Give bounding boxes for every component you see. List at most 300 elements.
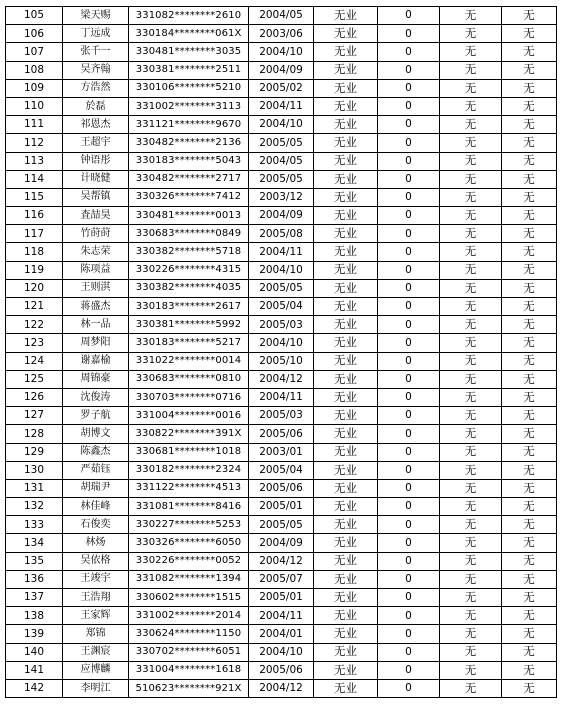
count-value-cell: 0 (378, 661, 440, 679)
table-row (6, 461, 557, 479)
count-value-cell: 0 (378, 552, 440, 570)
student-name-cell: 周锦豪 (63, 370, 129, 388)
table-body (6, 7, 557, 698)
flag-a-cell: 无 (440, 607, 502, 625)
table-row (6, 207, 557, 225)
flag-a-cell: 无 (440, 134, 502, 152)
count-value-cell: 0 (378, 570, 440, 588)
row-number-cell: 129 (6, 443, 63, 461)
table-row (6, 425, 557, 443)
employment-status-cell: 无业 (314, 334, 378, 352)
count-value-cell: 0 (378, 589, 440, 607)
employment-status-cell: 无业 (314, 516, 378, 534)
row-number-cell: 134 (6, 534, 63, 552)
flag-b-cell: 无 (502, 516, 557, 534)
flag-a-cell: 无 (440, 625, 502, 643)
student-name-cell: 计晓健 (63, 170, 129, 188)
graduation-date-cell: 2005/07 (249, 570, 314, 588)
flag-a-cell: 无 (440, 370, 502, 388)
employment-status-cell: 无业 (314, 352, 378, 370)
id-number-cell: 331122********4513 (129, 479, 249, 497)
count-value-cell: 0 (378, 97, 440, 115)
graduation-date-cell: 2005/03 (249, 316, 314, 334)
flag-b-cell: 无 (502, 298, 557, 316)
graduation-date-cell: 2005/01 (249, 589, 314, 607)
row-number-cell: 139 (6, 625, 63, 643)
id-number-cell: 330182********2324 (129, 461, 249, 479)
flag-b-cell: 无 (502, 498, 557, 516)
graduation-date-cell: 2004/09 (249, 61, 314, 79)
student-name-cell: 应博麟 (63, 661, 129, 679)
student-name-cell: 王渊宸 (63, 643, 129, 661)
flag-b-cell: 无 (502, 79, 557, 97)
flag-b-cell: 无 (502, 316, 557, 334)
row-number-cell: 130 (6, 461, 63, 479)
student-name-cell: 吴依格 (63, 552, 129, 570)
flag-a-cell: 无 (440, 152, 502, 170)
employment-status-cell: 无业 (314, 461, 378, 479)
id-number-cell: 330683********0810 (129, 370, 249, 388)
row-number-cell: 123 (6, 334, 63, 352)
student-name-cell: 王浩翔 (63, 589, 129, 607)
flag-a-cell: 无 (440, 298, 502, 316)
student-name-cell: 钟语彤 (63, 152, 129, 170)
employment-status-cell: 无业 (314, 607, 378, 625)
flag-b-cell: 无 (502, 461, 557, 479)
flag-b-cell: 无 (502, 534, 557, 552)
graduation-date-cell: 2004/05 (249, 152, 314, 170)
table-row (6, 97, 557, 115)
flag-a-cell: 无 (440, 116, 502, 134)
table-row (6, 643, 557, 661)
id-number-cell: 331121********9670 (129, 116, 249, 134)
flag-a-cell: 无 (440, 388, 502, 406)
table-row (6, 188, 557, 206)
flag-a-cell: 无 (440, 425, 502, 443)
student-name-cell: 吴齐翰 (63, 61, 129, 79)
employment-status-cell: 无业 (314, 443, 378, 461)
count-value-cell: 0 (378, 298, 440, 316)
flag-b-cell: 无 (502, 643, 557, 661)
employment-status-cell: 无业 (314, 407, 378, 425)
count-value-cell: 0 (378, 279, 440, 297)
id-number-cell: 330683********0849 (129, 225, 249, 243)
flag-a-cell: 无 (440, 7, 502, 25)
row-number-cell: 142 (6, 679, 63, 697)
flag-a-cell: 无 (440, 261, 502, 279)
table-row (6, 589, 557, 607)
employment-status-cell: 无业 (314, 279, 378, 297)
row-number-cell: 140 (6, 643, 63, 661)
flag-a-cell: 无 (440, 589, 502, 607)
employment-status-cell: 无业 (314, 298, 378, 316)
graduation-date-cell: 2005/10 (249, 352, 314, 370)
id-number-cell: 330226********0052 (129, 552, 249, 570)
employment-status-cell: 无业 (314, 589, 378, 607)
employment-status-cell: 无业 (314, 261, 378, 279)
id-number-cell: 330482********2136 (129, 134, 249, 152)
graduation-date-cell: 2005/03 (249, 407, 314, 425)
count-value-cell: 0 (378, 425, 440, 443)
flag-a-cell: 无 (440, 279, 502, 297)
flag-b-cell: 无 (502, 479, 557, 497)
student-name-cell: 林佳峰 (63, 498, 129, 516)
id-number-cell: 330481********3035 (129, 43, 249, 61)
row-number-cell: 120 (6, 279, 63, 297)
id-number-cell: 331002********2014 (129, 607, 249, 625)
flag-a-cell: 无 (440, 534, 502, 552)
id-number-cell: 331022********0014 (129, 352, 249, 370)
table-row (6, 43, 557, 61)
id-number-cell: 330183********5043 (129, 152, 249, 170)
count-value-cell: 0 (378, 479, 440, 497)
graduation-date-cell: 2004/11 (249, 243, 314, 261)
graduation-date-cell: 2005/05 (249, 134, 314, 152)
table-row (6, 79, 557, 97)
count-value-cell: 0 (378, 225, 440, 243)
student-name-cell: 严茹钰 (63, 461, 129, 479)
count-value-cell: 0 (378, 61, 440, 79)
flag-b-cell: 无 (502, 225, 557, 243)
employment-status-cell: 无业 (314, 552, 378, 570)
count-value-cell: 0 (378, 116, 440, 134)
id-number-cell: 330326********6050 (129, 534, 249, 552)
id-number-cell: 330681********1018 (129, 443, 249, 461)
table-row (6, 116, 557, 134)
row-number-cell: 105 (6, 7, 63, 25)
row-number-cell: 136 (6, 570, 63, 588)
flag-a-cell: 无 (440, 25, 502, 43)
table-row (6, 61, 557, 79)
id-number-cell: 331081********8416 (129, 498, 249, 516)
flag-b-cell: 无 (502, 388, 557, 406)
flag-b-cell: 无 (502, 25, 557, 43)
graduation-date-cell: 2005/05 (249, 279, 314, 297)
count-value-cell: 0 (378, 152, 440, 170)
employment-status-cell: 无业 (314, 370, 378, 388)
flag-b-cell: 无 (502, 370, 557, 388)
flag-a-cell: 无 (440, 643, 502, 661)
table-row (6, 352, 557, 370)
id-number-cell: 330702********6051 (129, 643, 249, 661)
table-row (6, 443, 557, 461)
employment-status-cell: 无业 (314, 7, 378, 25)
count-value-cell: 0 (378, 534, 440, 552)
id-number-cell: 330382********5718 (129, 243, 249, 261)
student-name-cell: 林炀 (63, 534, 129, 552)
row-number-cell: 114 (6, 170, 63, 188)
employment-status-cell: 无业 (314, 97, 378, 115)
id-number-cell: 330482********2717 (129, 170, 249, 188)
flag-a-cell: 无 (440, 97, 502, 115)
student-name-cell: 梁天赐 (63, 7, 129, 25)
flag-b-cell: 无 (502, 170, 557, 188)
employment-status-cell: 无业 (314, 661, 378, 679)
employment-status-cell: 无业 (314, 79, 378, 97)
row-number-cell: 126 (6, 388, 63, 406)
count-value-cell: 0 (378, 170, 440, 188)
graduation-date-cell: 2004/11 (249, 388, 314, 406)
student-name-cell: 胡瑞尹 (63, 479, 129, 497)
row-number-cell: 124 (6, 352, 63, 370)
table-row (6, 316, 557, 334)
flag-b-cell: 无 (502, 570, 557, 588)
employment-status-cell: 无业 (314, 61, 378, 79)
graduation-date-cell: 2004/11 (249, 607, 314, 625)
flag-b-cell: 无 (502, 279, 557, 297)
flag-b-cell: 无 (502, 97, 557, 115)
table-row (6, 679, 557, 697)
employment-status-cell: 无业 (314, 534, 378, 552)
count-value-cell: 0 (378, 370, 440, 388)
student-name-cell: 王超宇 (63, 134, 129, 152)
student-name-cell: 沈俊涛 (63, 388, 129, 406)
flag-a-cell: 无 (440, 352, 502, 370)
graduation-date-cell: 2005/04 (249, 461, 314, 479)
flag-a-cell: 无 (440, 243, 502, 261)
flag-b-cell: 无 (502, 7, 557, 25)
row-number-cell: 135 (6, 552, 63, 570)
table-row (6, 388, 557, 406)
row-number-cell: 141 (6, 661, 63, 679)
employment-status-cell: 无业 (314, 679, 378, 697)
table-row (6, 152, 557, 170)
row-number-cell: 116 (6, 207, 63, 225)
table-row (6, 261, 557, 279)
id-number-cell: 330481********0013 (129, 207, 249, 225)
student-name-cell: 王竣宇 (63, 570, 129, 588)
graduation-date-cell: 2003/06 (249, 25, 314, 43)
student-name-cell: 丁远成 (63, 25, 129, 43)
table-row (6, 479, 557, 497)
flag-b-cell: 无 (502, 243, 557, 261)
flag-a-cell: 无 (440, 316, 502, 334)
count-value-cell: 0 (378, 443, 440, 461)
student-name-cell: 罗子航 (63, 407, 129, 425)
row-number-cell: 107 (6, 43, 63, 61)
flag-a-cell: 无 (440, 334, 502, 352)
table-row (6, 225, 557, 243)
flag-a-cell: 无 (440, 661, 502, 679)
flag-b-cell: 无 (502, 407, 557, 425)
id-number-cell: 330822********391X (129, 425, 249, 443)
count-value-cell: 0 (378, 461, 440, 479)
row-number-cell: 106 (6, 25, 63, 43)
graduation-date-cell: 2005/01 (249, 498, 314, 516)
row-number-cell: 119 (6, 261, 63, 279)
flag-b-cell: 无 (502, 625, 557, 643)
employment-status-cell: 无业 (314, 43, 378, 61)
student-name-cell: 张千一 (63, 43, 129, 61)
row-number-cell: 128 (6, 425, 63, 443)
graduation-date-cell: 2004/10 (249, 261, 314, 279)
employment-status-cell: 无业 (314, 570, 378, 588)
roster-table (5, 6, 557, 698)
count-value-cell: 0 (378, 625, 440, 643)
graduation-date-cell: 2005/04 (249, 298, 314, 316)
row-number-cell: 131 (6, 479, 63, 497)
row-number-cell: 111 (6, 116, 63, 134)
employment-status-cell: 无业 (314, 134, 378, 152)
id-number-cell: 330183********5217 (129, 334, 249, 352)
student-name-cell: 朱志荣 (63, 243, 129, 261)
row-number-cell: 115 (6, 188, 63, 206)
table-row (6, 279, 557, 297)
flag-b-cell: 无 (502, 334, 557, 352)
table-row (6, 552, 557, 570)
student-name-cell: 郑锦 (63, 625, 129, 643)
row-number-cell: 109 (6, 79, 63, 97)
count-value-cell: 0 (378, 243, 440, 261)
table-row (6, 134, 557, 152)
id-number-cell: 331002********3113 (129, 97, 249, 115)
graduation-date-cell: 2004/12 (249, 552, 314, 570)
id-number-cell: 331082********2610 (129, 7, 249, 25)
table-row (6, 516, 557, 534)
count-value-cell: 0 (378, 498, 440, 516)
count-value-cell: 0 (378, 261, 440, 279)
graduation-date-cell: 2004/10 (249, 334, 314, 352)
row-number-cell: 110 (6, 97, 63, 115)
id-number-cell: 330226********4315 (129, 261, 249, 279)
flag-a-cell: 无 (440, 43, 502, 61)
graduation-date-cell: 2005/06 (249, 425, 314, 443)
count-value-cell: 0 (378, 352, 440, 370)
flag-a-cell: 无 (440, 570, 502, 588)
id-number-cell: 330184********061X (129, 25, 249, 43)
table-row (6, 170, 557, 188)
count-value-cell: 0 (378, 43, 440, 61)
flag-b-cell: 无 (502, 589, 557, 607)
row-number-cell: 137 (6, 589, 63, 607)
count-value-cell: 0 (378, 643, 440, 661)
flag-a-cell: 无 (440, 443, 502, 461)
table-row (6, 534, 557, 552)
graduation-date-cell: 2004/09 (249, 207, 314, 225)
graduation-date-cell: 2004/01 (249, 625, 314, 643)
graduation-date-cell: 2004/12 (249, 679, 314, 697)
table-row (6, 25, 557, 43)
flag-a-cell: 无 (440, 170, 502, 188)
employment-status-cell: 无业 (314, 170, 378, 188)
student-name-cell: 於磊 (63, 97, 129, 115)
row-number-cell: 133 (6, 516, 63, 534)
row-number-cell: 122 (6, 316, 63, 334)
flag-b-cell: 无 (502, 61, 557, 79)
flag-b-cell: 无 (502, 552, 557, 570)
table-row (6, 625, 557, 643)
employment-status-cell: 无业 (314, 388, 378, 406)
row-number-cell: 121 (6, 298, 63, 316)
count-value-cell: 0 (378, 79, 440, 97)
count-value-cell: 0 (378, 388, 440, 406)
student-name-cell: 谢嘉榆 (63, 352, 129, 370)
id-number-cell: 510623********921X (129, 679, 249, 697)
count-value-cell: 0 (378, 516, 440, 534)
graduation-date-cell: 2004/10 (249, 116, 314, 134)
table-row (6, 298, 557, 316)
id-number-cell: 330183********2617 (129, 298, 249, 316)
graduation-date-cell: 2003/01 (249, 443, 314, 461)
flag-a-cell: 无 (440, 516, 502, 534)
employment-status-cell: 无业 (314, 425, 378, 443)
table-row (6, 243, 557, 261)
flag-b-cell: 无 (502, 607, 557, 625)
student-name-cell: 周梦阳 (63, 334, 129, 352)
flag-b-cell: 无 (502, 443, 557, 461)
flag-b-cell: 无 (502, 116, 557, 134)
count-value-cell: 0 (378, 334, 440, 352)
flag-b-cell: 无 (502, 207, 557, 225)
flag-b-cell: 无 (502, 261, 557, 279)
table-row (6, 570, 557, 588)
employment-status-cell: 无业 (314, 188, 378, 206)
row-number-cell: 132 (6, 498, 63, 516)
student-name-cell: 王则淇 (63, 279, 129, 297)
flag-a-cell: 无 (440, 461, 502, 479)
flag-a-cell: 无 (440, 679, 502, 697)
table-row (6, 498, 557, 516)
row-number-cell: 127 (6, 407, 63, 425)
table-row (6, 407, 557, 425)
row-number-cell: 118 (6, 243, 63, 261)
graduation-date-cell: 2004/10 (249, 643, 314, 661)
student-name-cell: 石俊奕 (63, 516, 129, 534)
graduation-date-cell: 2005/08 (249, 225, 314, 243)
id-number-cell: 330227********5253 (129, 516, 249, 534)
count-value-cell: 0 (378, 25, 440, 43)
id-number-cell: 330381********5992 (129, 316, 249, 334)
flag-a-cell: 无 (440, 79, 502, 97)
graduation-date-cell: 2004/10 (249, 43, 314, 61)
graduation-date-cell: 2005/06 (249, 479, 314, 497)
row-number-cell: 138 (6, 607, 63, 625)
flag-a-cell: 无 (440, 498, 502, 516)
count-value-cell: 0 (378, 188, 440, 206)
table-row (6, 607, 557, 625)
count-value-cell: 0 (378, 316, 440, 334)
id-number-cell: 330326********7412 (129, 188, 249, 206)
row-number-cell: 125 (6, 370, 63, 388)
flag-a-cell: 无 (440, 61, 502, 79)
flag-a-cell: 无 (440, 225, 502, 243)
flag-a-cell: 无 (440, 479, 502, 497)
student-name-cell: 方浩然 (63, 79, 129, 97)
table-row (6, 7, 557, 25)
employment-status-cell: 无业 (314, 625, 378, 643)
row-number-cell: 108 (6, 61, 63, 79)
employment-status-cell: 无业 (314, 152, 378, 170)
flag-b-cell: 无 (502, 661, 557, 679)
employment-status-cell: 无业 (314, 498, 378, 516)
student-name-cell: 祁恩杰 (63, 116, 129, 134)
row-number-cell: 112 (6, 134, 63, 152)
table-row (6, 661, 557, 679)
id-number-cell: 330381********2511 (129, 61, 249, 79)
graduation-date-cell: 2005/05 (249, 516, 314, 534)
flag-b-cell: 无 (502, 352, 557, 370)
count-value-cell: 0 (378, 407, 440, 425)
employment-status-cell: 无业 (314, 316, 378, 334)
flag-a-cell: 无 (440, 407, 502, 425)
student-name-cell: 林一品 (63, 316, 129, 334)
id-number-cell: 330703********0716 (129, 388, 249, 406)
flag-a-cell: 无 (440, 552, 502, 570)
count-value-cell: 0 (378, 207, 440, 225)
graduation-date-cell: 2005/05 (249, 170, 314, 188)
table-row (6, 370, 557, 388)
graduation-date-cell: 2005/02 (249, 79, 314, 97)
